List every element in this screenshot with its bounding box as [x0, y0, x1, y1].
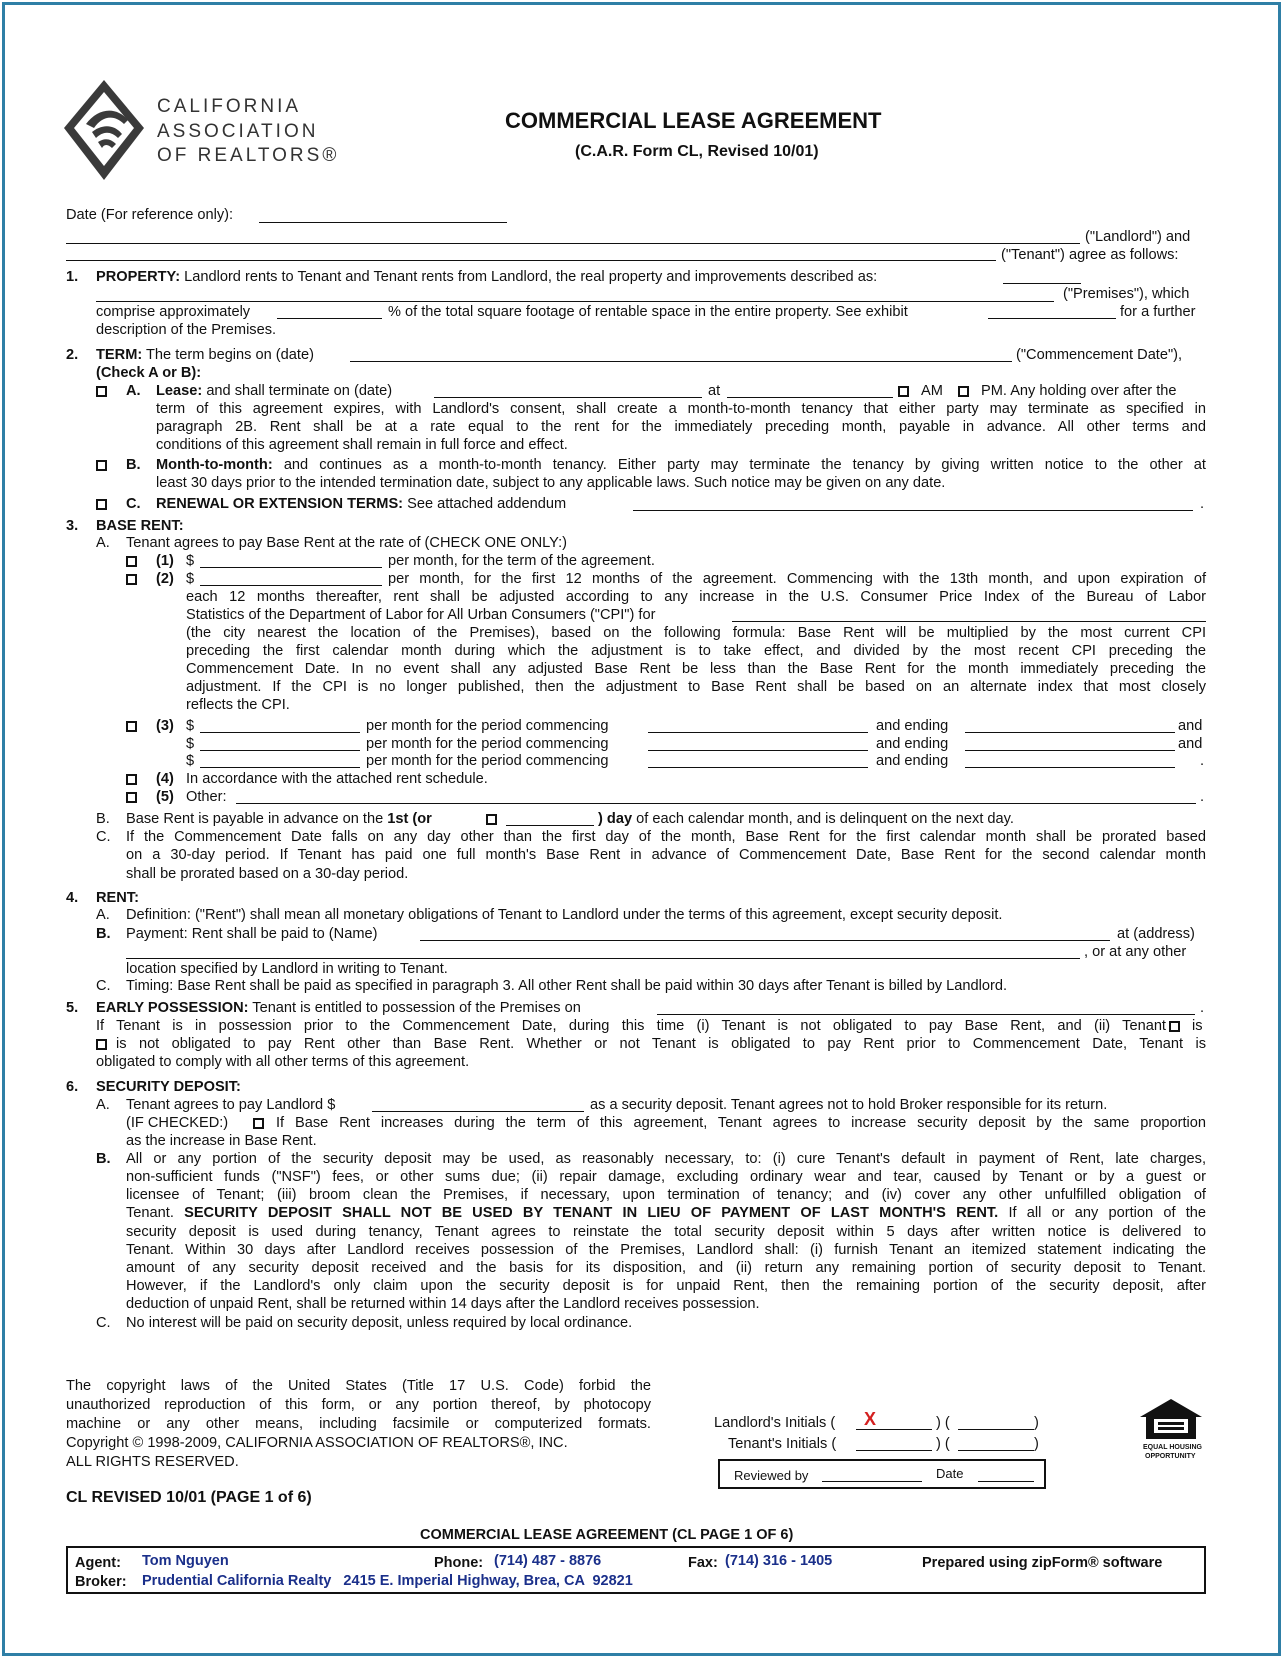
s2-a-date-field[interactable] [434, 397, 702, 398]
s2-b-checkbox[interactable] [96, 460, 107, 471]
s1-pct-field[interactable] [277, 318, 382, 319]
s6-c-text: No interest will be paid on security deposit, unless required by local ordinance. [126, 1315, 633, 1331]
landlord-initials-field-2[interactable] [958, 1429, 1034, 1430]
s6-b-line1: All or any portion of the security deposit may be used, as reasonably necessary, to: (i) cure Tenant's default in payment of Rent, late charges, [126, 1151, 1206, 1167]
s3-o1-text: per month, for the term of the agreement. [388, 553, 655, 569]
s3-o1-field[interactable] [200, 567, 382, 568]
s3-o2-line7: adjustment. If the CPI is no longer published, then the adjustment to Base Rent shall be based on an alternate index that most closely [186, 679, 1206, 695]
s2-a-text: and shall terminate on (date) [206, 383, 393, 399]
s2-a-line4: conditions of this agreement shall remain in full force and effect. [156, 437, 568, 453]
s6-b-line2: non-sufficient funds ("NSF") fees, or other sums due; (ii) repair damage, excluding ordinary wear and tear, caused by Tenant or by a guest or [126, 1169, 1206, 1185]
broker-label: Broker: [75, 1574, 127, 1590]
s1-exhibit-field[interactable] [988, 318, 1116, 319]
s3-o3-row2-dollar: $ [186, 736, 195, 752]
landlord-suffix: ("Landlord") and [1085, 229, 1191, 245]
s3-b-day-field[interactable] [506, 825, 594, 826]
s3-b-bold: 1st (or [387, 811, 432, 827]
s5-title: EARLY POSSESSION: [96, 1000, 249, 1016]
s6-title: SECURITY DEPOSIT: [96, 1079, 241, 1095]
phone-value: (714) 487 - 8876 [494, 1553, 602, 1569]
s6-a-line3: as the increase in Base Rent. [126, 1133, 317, 1149]
landlord-initials-label: Landlord's Initials ( [714, 1415, 836, 1431]
s2-a-line2: term of this agreement expires, with Landlord's consent, shall create a month-to-month tenancy that either party may terminate as specified in [156, 401, 1206, 417]
s3-a-letter: A. [96, 535, 110, 551]
s3-o2-line2: each 12 months thereafter, rent shall be adjusted according to any increase in the U.S. Consumer Price Index of the Bureau of Labor [186, 589, 1206, 605]
reviewed-box [718, 1459, 1046, 1489]
s3-o1-checkbox[interactable] [126, 556, 137, 567]
landlord-initials-sep: ) ( [936, 1415, 950, 1431]
s4-b-other: , or at any other [1084, 944, 1187, 960]
s3-o3-row1-dollar: $ [186, 718, 195, 734]
s3-o5: (5) [156, 789, 174, 805]
s6-b-line7: amount of any security deposit received and the basis for its disposition, and (ii) return any remaining portion of security deposit to Tenant. [126, 1260, 1206, 1276]
logo-line-2: ASSOCIATION [157, 121, 319, 142]
s3-o3-row3-end: and ending [876, 753, 949, 769]
s2-b-line2: least 30 days prior to the intended termination date, subject to any applicable laws. Such notice may be given on any date. [156, 475, 946, 491]
s6-b-line4c: If all or any portion of the [1008, 1205, 1207, 1221]
broker-value: Prudential California Realty 2415 E. Imperial Highway, Brea, CA 92821 [142, 1573, 633, 1589]
s3-c-line3: shall be prorated based on a 30-day period. [126, 866, 409, 882]
tenant-initials-sep: ) ( [936, 1436, 950, 1452]
s5-line3: is not obligated to pay Rent other than Base Rent. Whether or not Tenant is obligated to pay Rent prior to Commencement Date, Tenant is [116, 1036, 1206, 1052]
s3-o3-row1-start[interactable] [648, 732, 868, 733]
s3-o3-row2-amount[interactable] [200, 750, 360, 751]
s5-text: Tenant is entitled to possession of the Premises on [252, 1000, 581, 1016]
s2-a-time-field[interactable] [727, 397, 893, 398]
s4-title: RENT: [96, 890, 139, 906]
s2-text: The term begins on (date) [146, 347, 314, 363]
s5-is: is [1192, 1018, 1203, 1034]
copyright-line1: The copyright laws of the United States (Title 17 U.S. Code) forbid the [66, 1378, 651, 1394]
equal-housing-logo [1138, 1397, 1204, 1467]
s3-o3-row3-amount[interactable] [200, 767, 360, 768]
s5-line1 [96, 999, 581, 1017]
s2-date-field[interactable] [350, 361, 1012, 362]
s1-further: for a further [1120, 304, 1196, 320]
s3-o2-line6: Commencement Date. In no event shall any adjusted Base Rent be less than the Base Rent for the month immediately preceding the [186, 661, 1206, 677]
s1-property-field[interactable] [1003, 283, 1081, 284]
s3-o3-row1-and: and [1178, 718, 1203, 734]
eho-line1: EQUAL HOUSING [1143, 1444, 1202, 1451]
s2-b-text: and continues as a month-to-month tenancy. Either party may terminate the tenancy by giving written notice to the other at [283, 457, 1206, 473]
reviewed-date-field[interactable] [978, 1481, 1034, 1482]
s6-num: 6. [66, 1079, 79, 1095]
s4-b-name-field[interactable] [420, 940, 1110, 941]
s4-a-text: Definition: ("Rent") shall mean all monetary obligations of Tenant to Landlord under the terms of this agreement, except security deposit. [126, 907, 1003, 923]
s2-a-pm: PM. Any holding over after the [981, 383, 1177, 399]
s3-o2-text: per month, for the first 12 months of the agreement. Commencing with the 13th month, and upon expiration of [388, 571, 1206, 587]
s3-num: 3. [66, 518, 79, 534]
s3-o2-line3: Statistics of the Department of Labor for All Urban Consumers ("CPI") for [186, 607, 656, 623]
tenant-initials-label: Tenant's Initials ( [728, 1436, 837, 1452]
s2-num: 2. [66, 347, 79, 363]
s1-pct: % of the total square footage of rentable space in the entire property. See exhibit [388, 304, 908, 320]
page-title: COMMERCIAL LEASE AGREEMENT [505, 108, 882, 133]
s3-o5-field[interactable] [236, 803, 1196, 804]
s3-a-text: Tenant agrees to pay Base Rent at the rate of (CHECK ONE ONLY:) [126, 535, 567, 551]
phone-label: Phone: [434, 1555, 484, 1571]
s5-date-field[interactable] [657, 1014, 1195, 1015]
s3-o3-row1-endfield[interactable] [965, 732, 1175, 733]
s6-b-line6: Tenant. Within 30 days after Landlord receives possession of the Premises, Landlord shall: (i) furnish Tenant an itemized statement indicating the [126, 1242, 1206, 1258]
s3-o3-row1-text: per month for the period commencing [366, 718, 609, 734]
s6-a-checked: (IF CHECKED:) [126, 1115, 229, 1131]
s3-o4: (4) [156, 771, 174, 787]
s2-b-line1 [156, 456, 1206, 474]
car-logo [64, 80, 364, 180]
s6-a-text: Tenant agrees to pay Landlord $ [126, 1097, 336, 1113]
s3-c-letter: C. [96, 829, 111, 845]
tenant-initials-field-2[interactable] [958, 1450, 1034, 1451]
s6-b-line4a: Tenant. [126, 1205, 174, 1221]
s6-a-amount-field[interactable] [372, 1111, 584, 1112]
prepared-text: Prepared using zipForm® software [922, 1555, 1163, 1571]
s3-o5-text: Other: [186, 789, 227, 805]
s3-o3-row2-start[interactable] [648, 750, 868, 751]
s3-o3-row2-end: and ending [876, 736, 949, 752]
s6-a-letter: A. [96, 1097, 110, 1113]
s3-b-letter: B. [96, 811, 110, 827]
s2-a-line1 [156, 382, 392, 400]
s2-c-field[interactable] [633, 510, 1193, 511]
s2-a-checkbox[interactable] [96, 386, 107, 397]
s4-c-text: Timing: Base Rent shall be paid as specified in paragraph 3. All other Rent shall be paid within 30 days after Tenant is billed by Landlord. [126, 978, 1008, 994]
s3-o4-text: In accordance with the attached rent schedule. [186, 771, 488, 787]
s2-b-title: Month-to-month: [156, 457, 273, 473]
s5-period: . [1200, 1000, 1205, 1016]
fax-label: Fax: [688, 1555, 718, 1571]
s2-c-text: See attached addendum [407, 496, 567, 512]
car-logo-emblem [64, 80, 144, 180]
s4-b-addr: at (address) [1117, 926, 1195, 942]
eho-line2: OPPORTUNITY [1145, 1453, 1196, 1460]
tenant-field[interactable] [66, 260, 996, 261]
s2-b-letter: B. [126, 457, 141, 473]
s4-b-line3: location specified by Landlord in writing to Tenant. [126, 961, 448, 977]
s3-b-text2: of each calendar month, and is delinquent on the next day. [636, 811, 1014, 827]
s6-b-line4 [126, 1204, 1206, 1222]
page-subtitle: (C.A.R. Form CL, Revised 10/01) [575, 143, 819, 160]
s6-a-checkbox[interactable] [253, 1118, 264, 1129]
s3-o3-row1-amount[interactable] [200, 732, 360, 733]
s3-b-checkbox[interactable] [486, 814, 497, 825]
s3-b-line2 [598, 810, 1014, 828]
s3-o2-field[interactable] [200, 585, 382, 586]
copyright-line3: machine or any other means, including facsimile or computerized formats. [66, 1416, 651, 1432]
s4-c-letter: C. [96, 978, 111, 994]
s5-line2: If Tenant is in possession prior to the Commencement Date, during this time (i) Tenant is not obligated to pay Base Rent, and (ii) Tenant [96, 1018, 1166, 1034]
s6-b-line9: deduction of unpaid Rent, shall be returned within 14 days after the Landlord receives possession. [126, 1296, 760, 1312]
s3-o2-line8: reflects the CPI. [186, 697, 290, 713]
copyright-line2: unauthorized reproduction of this form, or any portion thereof, by photocopy [66, 1397, 651, 1413]
s1-desc: description of the Premises. [96, 322, 277, 338]
agent-name: Tom Nguyen [142, 1553, 229, 1569]
s3-o3-checkbox[interactable] [126, 721, 137, 732]
s1-property-field-2[interactable] [96, 301, 1054, 302]
s1-premises: ("Premises"), which [1063, 286, 1190, 302]
s2-a-am-checkbox[interactable] [898, 386, 909, 397]
s5-checkbox-2[interactable] [96, 1039, 107, 1050]
s6-c-letter: C. [96, 1315, 111, 1331]
s2-line1 [96, 346, 314, 364]
tenant-initials-field-1[interactable] [856, 1450, 932, 1451]
s3-o3-row3-period: . [1200, 753, 1205, 769]
s3-title: BASE RENT: [96, 518, 184, 534]
equal-housing-icon [1138, 1397, 1204, 1441]
s3-c-line1: If the Commencement Date falls on any day other than the first day of the month, Base Rent for the first calendar month shall be prorated based [126, 829, 1206, 845]
s3-o2-city-field[interactable] [732, 621, 1206, 622]
s2-c-period: . [1200, 496, 1205, 512]
s3-o2-dollar: $ [186, 571, 195, 587]
s3-b-text1: Base Rent is payable in advance on the [126, 811, 384, 827]
s3-o1-dollar: $ [186, 553, 195, 569]
s3-o2: (2) [156, 571, 174, 587]
s6-a-text2: as a security deposit. Tenant agrees not to hold Broker responsible for its return. [590, 1097, 1108, 1113]
s3-o4-checkbox[interactable] [126, 774, 137, 785]
s3-o2-line4: (the city nearest the location of the Premises), based on the following formula: Base Rent will be multiplied by the most current CPI [186, 625, 1206, 641]
reviewed-date-label: Date [936, 1466, 964, 1481]
agent-box [66, 1546, 1206, 1594]
reviewed-field[interactable] [822, 1481, 922, 1482]
logo-line-1: CALIFORNIA [157, 96, 302, 117]
s2-commencement: ("Commencement Date"), [1016, 347, 1183, 363]
date-field[interactable] [259, 222, 507, 223]
s3-b-line [126, 810, 432, 828]
s4-b-addr-field[interactable] [126, 958, 1080, 959]
copyright-line4: Copyright © 1998-2009, CALIFORNIA ASSOCIATION OF REALTORS®, INC. [66, 1435, 568, 1451]
s2-title: TERM: [96, 347, 143, 363]
landlord-field[interactable] [66, 243, 1080, 244]
s3-c-line2: on a 30-day period. If Tenant has paid one full month's Base Rent in advance of Commencement Date, Base Rent for the second calendar month [126, 847, 1206, 863]
date-label: Date (For reference only): [66, 207, 234, 223]
s3-o3-row2-and: and [1178, 736, 1203, 752]
s3-b-day: ) day [598, 811, 633, 827]
s6-b-letter: B. [96, 1151, 111, 1167]
s2-c-checkbox[interactable] [96, 499, 107, 510]
s6-a-line2: If Base Rent increases during the term of this agreement, Tenant agrees to increase security deposit by the same proportion [276, 1115, 1206, 1131]
s1-comprise: comprise approximately [96, 304, 251, 320]
logo-line-3: OF REALTORS® [157, 145, 340, 166]
s1-title: PROPERTY: [96, 269, 181, 285]
s4-num: 4. [66, 890, 79, 906]
s2-a-at: at [708, 383, 721, 399]
s1-num: 1. [66, 269, 79, 285]
s3-o5-checkbox[interactable] [126, 792, 137, 803]
s2-a-letter: A. [126, 383, 141, 399]
s2-a-line3: paragraph 2B. Rent shall be at a rate equal to the rent for the immediately preceding month, payable in advance. All other terms and [156, 419, 1206, 435]
s4-b-text: Payment: Rent shall be paid to (Name) [126, 926, 378, 942]
tenant-suffix: ("Tenant") agree as follows: [1001, 247, 1179, 263]
s6-b-line4b: SECURITY DEPOSIT SHALL NOT BE USED BY TENANT IN LIEU OF PAYMENT OF LAST MONTH'S RENT. [184, 1205, 999, 1221]
footer-title: COMMERCIAL LEASE AGREEMENT (CL PAGE 1 OF 6) [420, 1527, 794, 1543]
s5-num: 5. [66, 1000, 79, 1016]
agent-label: Agent: [75, 1555, 121, 1571]
landlord-initials-close: ) [1034, 1415, 1039, 1431]
s3-o3: (3) [156, 718, 174, 734]
s3-o5-period: . [1200, 789, 1205, 805]
s2-a-title: Lease: [156, 383, 203, 399]
copyright-line5: ALL RIGHTS RESERVED. [66, 1454, 239, 1470]
landlord-initials-mark: X [864, 1409, 877, 1429]
s2-c-title: RENEWAL OR EXTENSION TERMS: [156, 496, 404, 512]
s3-o2-checkbox[interactable] [126, 574, 137, 585]
s2-a-am: AM [921, 383, 943, 399]
s3-o3-row3-text: per month for the period commencing [366, 753, 609, 769]
s3-o3-row2-text: per month for the period commencing [366, 736, 609, 752]
tenant-initials-close: ) [1034, 1436, 1039, 1452]
s2-c-letter: C. [126, 496, 141, 512]
s3-o3-row2-endfield[interactable] [965, 750, 1175, 751]
s3-o3-row3-endfield[interactable] [965, 767, 1175, 768]
reviewed-label: Reviewed by [734, 1468, 809, 1483]
s2-c-line [156, 495, 566, 513]
s5-line4: obligated to comply with all other terms of this agreement. [96, 1054, 470, 1070]
form-id: CL REVISED 10/01 (PAGE 1 of 6) [66, 1489, 312, 1506]
s2-a-pm-checkbox[interactable] [958, 386, 969, 397]
s1-line1 [96, 268, 877, 286]
s6-b-line5: security deposit is used during tenancy, Tenant agrees to reinstate the total security deposit within 5 days after written notice is delivered to [126, 1224, 1206, 1240]
s2-check: (Check A or B): [96, 365, 202, 381]
s3-o3-row3-dollar: $ [186, 753, 195, 769]
s4-b-letter: B. [96, 926, 111, 942]
fax-value: (714) 316 - 1405 [725, 1553, 833, 1569]
s3-o3-row3-start[interactable] [648, 767, 868, 768]
s3-o1: (1) [156, 553, 174, 569]
s5-checkbox-1[interactable] [1169, 1021, 1180, 1032]
s3-o3-row1-end: and ending [876, 718, 949, 734]
s1-text: Landlord rents to Tenant and Tenant rents from Landlord, the real property and improvements described as: [184, 269, 878, 285]
s6-b-line3: licensee of Tenant; (iii) broom clean the Premises, if necessary, upon termination of tenancy; and (iv) cover any other unfulfilled obligation of [126, 1187, 1206, 1203]
s6-b-line8: However, if the Landlord's only claim upon the security deposit is for unpaid Rent, then the remaining portion of the security deposit, after [126, 1278, 1206, 1294]
s4-a-letter: A. [96, 907, 110, 923]
s3-o2-line5: preceding the first calendar month during which the adjustment is to take effect, and divided by the most recent CPI preceding the [186, 643, 1206, 659]
